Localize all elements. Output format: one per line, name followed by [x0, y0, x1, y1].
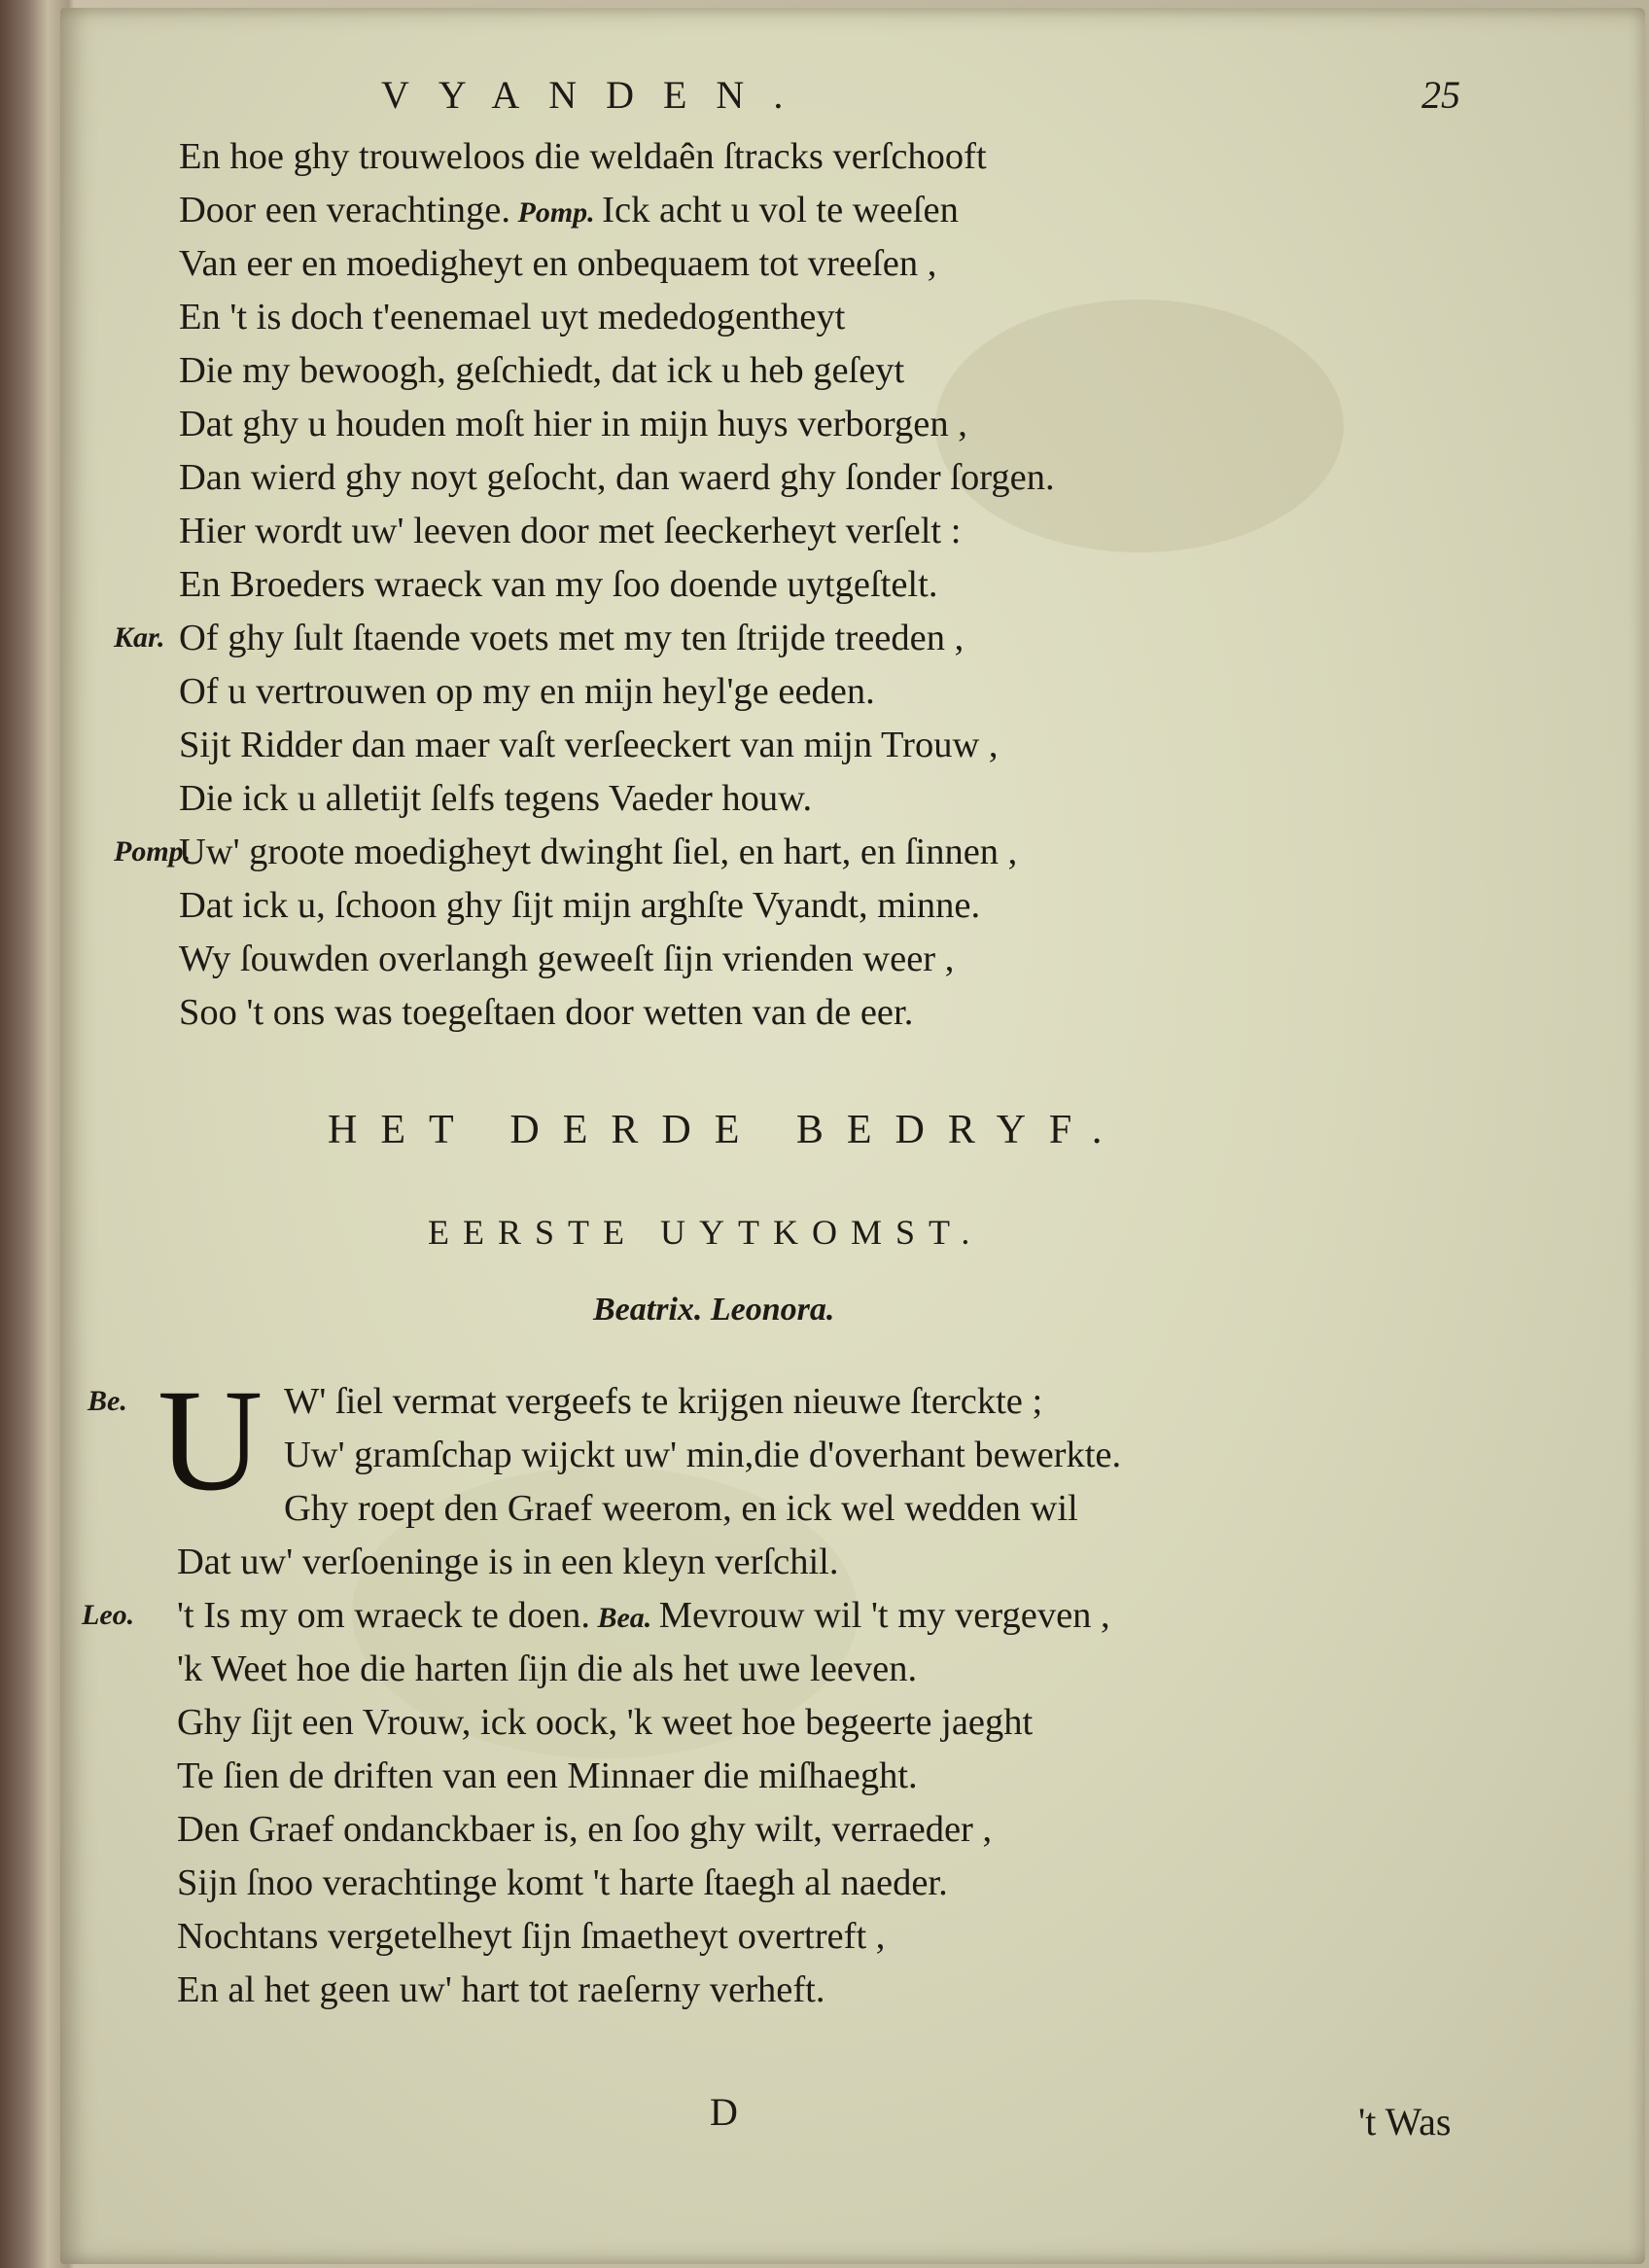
verse-text: Soo 't ons was toegeſtaen door wetten van de eer. [179, 992, 914, 1033]
verse-text: Den Graef ondanckbaer is, en ſoo ghy wilt, verraeder , [177, 1809, 993, 1850]
verse-text: Uw' groote moedigheyt dwinght ſiel, en hart, en ſinnen , [179, 832, 1018, 872]
verse-text: Dat ghy u houden moſt hier in mijn huys verborgen , [179, 404, 967, 444]
verse-line [179, 988, 913, 1037]
verse-text: Die ick u alletijt ſelfs tegens Vaeder houw. [179, 778, 813, 819]
verse-line [284, 1484, 1078, 1533]
verse-text: Dan wierd ghy noyt geſocht, dan waerd ghy ſonder ſorgen. [179, 457, 1055, 498]
verse-text: Ghy roept den Graef weerom, en ick wel wedden wil [284, 1488, 1078, 1529]
verse-text: Die my bewoogh, geſchiedt, dat ick u heb geſeyt [179, 350, 905, 391]
scene-characters: Beatrix. Leonora. [593, 1292, 835, 1328]
verse-line [177, 1645, 917, 1693]
verse-line [179, 614, 964, 662]
page-content [60, 8, 1645, 2264]
verse-line [179, 721, 999, 769]
verse-text: Dat ick u, ſchoon ghy ſijt mijn arghſte Vyandt, minne. [179, 885, 981, 926]
printer-signature: D [710, 2090, 738, 2134]
verse-line [179, 186, 959, 237]
verse-line [177, 1966, 825, 2014]
verse-line [179, 507, 961, 555]
running-head: VYANDEN. [381, 73, 813, 117]
verse-line [179, 935, 954, 983]
previous-page-edge [0, 0, 68, 2268]
speaker-label: Pomp. [114, 835, 192, 868]
inline-speaker-label: Pomp. [510, 196, 603, 229]
verse-text: Dat uw' verſoeninge is in een kleyn verſchil. [177, 1542, 839, 1582]
scene-title: EERSTE UYTKOMST. [428, 1213, 984, 1252]
verse-text: En 't is doch t'eenemael uyt mededogentheyt [179, 297, 846, 337]
verse-text: En hoe ghy trouweloos die weldaên ſtracks verſchooft [179, 136, 987, 177]
verse-line [177, 1698, 1033, 1747]
act-title: HET DERDE BEDRYF. [328, 1108, 1126, 1152]
verse-line [179, 774, 812, 823]
verse-text: En al het geen uw' hart tot raeſerny verheft. [177, 1969, 825, 2010]
verse-text: W' ſiel vermat vergeefs te krijgen nieuwe ſterckte ; [284, 1381, 1043, 1422]
speaker-label: Leo. [82, 1599, 135, 1631]
inline-speaker-label: Bea. [589, 1602, 659, 1634]
verse-line [179, 881, 980, 930]
verse-line [179, 239, 936, 288]
dropcap-speaker: Be. [88, 1385, 127, 1417]
verse-text: Mevrouw wil 't my vergeven , [658, 1595, 1110, 1636]
verse-text: Of ghy ſult ſtaende voets met my ten ſtrijde treeden , [179, 618, 965, 658]
verse-text: Door een verachtinge. [179, 190, 510, 230]
verse-line [179, 400, 967, 448]
verse-line [177, 1538, 838, 1586]
speaker-label: Kar. [114, 621, 165, 654]
verse-text: Te ſien de driften van een Minnaer die miſhaeght. [177, 1755, 918, 1796]
drop-cap-letter: U [158, 1360, 263, 1521]
verse-text: Of u vertrouwen op my en mijn heyl'ge eeden. [179, 671, 875, 712]
verse-line [179, 132, 987, 181]
verse-text: Sijt Ridder dan maer vaſt verſeeckert van mijn Trouw , [179, 725, 999, 765]
verse-line [177, 1752, 918, 1800]
verse-text: En Broeders wraeck van my ſoo doende uytgeſtelt. [179, 564, 938, 605]
verse-text: Hier wordt uw' leeven door met ſeeckerheyt verſelt : [179, 511, 962, 551]
verse-line [177, 1805, 992, 1854]
verse-text: 't Is my om wraeck te doen. [177, 1595, 590, 1636]
verse-text: Ghy ſijt een Vrouw, ick oock, 'k weet hoe begeerte jaeght [177, 1702, 1034, 1743]
verse-text: Van eer en moedigheyt en onbequaem tot vreeſen , [179, 243, 937, 284]
verse-text: Sijn ſnoo verachtinge komt 't harte ſtaegh al naeder. [177, 1862, 948, 1903]
catchword: 't Was [1358, 2100, 1452, 2144]
verse-line [179, 293, 845, 341]
verse-text: Nochtans vergetelheyt ſijn ſmaetheyt overtreft , [177, 1916, 886, 1957]
verse-line [177, 1591, 1110, 1643]
verse-line [177, 1859, 948, 1907]
verse-line [179, 667, 875, 716]
page-number: 25 [1421, 73, 1460, 117]
verse-line [179, 560, 937, 609]
verse-text: Wy ſouwden overlangh geweeſt ſijn vrienden weer , [179, 939, 955, 979]
verse-line [179, 346, 904, 395]
verse-line [179, 453, 1055, 502]
verse-text: 'k Weet hoe die harten ſijn die als het uwe leeven. [177, 1648, 918, 1689]
verse-line [284, 1431, 1121, 1479]
verse-line [284, 1377, 1042, 1426]
book-page [60, 8, 1645, 2264]
verse-line [179, 828, 1017, 876]
verse-text: Uw' gramſchap wijckt uw' min,die d'overhant bewerkte. [284, 1435, 1122, 1475]
verse-text: Ick acht u vol te weeſen [602, 190, 959, 230]
verse-line [177, 1912, 885, 1961]
